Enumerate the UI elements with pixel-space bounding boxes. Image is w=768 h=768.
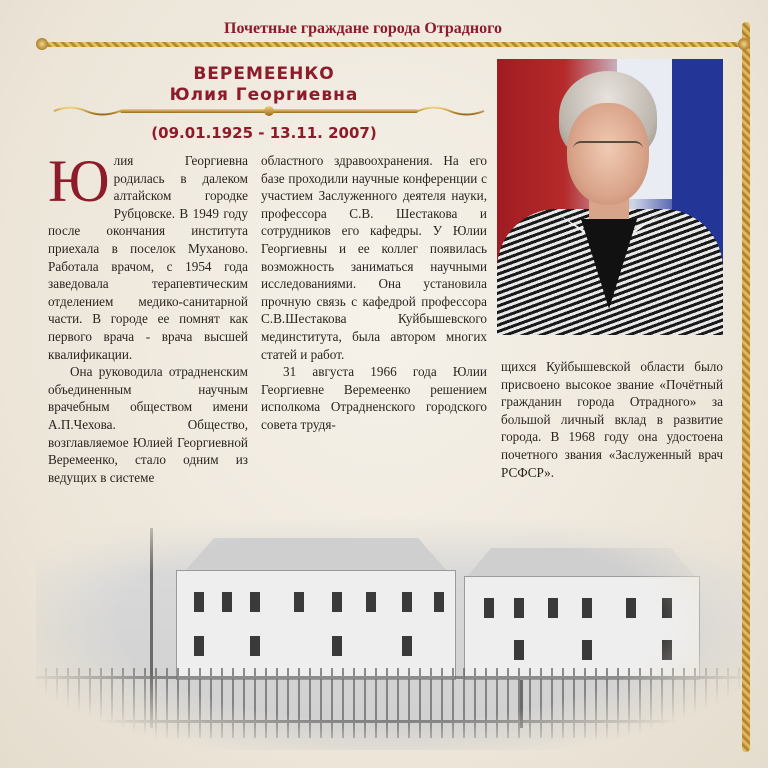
surname: ВЕРЕМЕЕНКО	[193, 64, 335, 84]
archival-building-photo	[36, 518, 742, 750]
gold-rope-rule	[42, 42, 742, 47]
paragraph: Она руководила отрадненским объединенным научным врачебным обществом имени А.П.Чехова. Общество, возглавляемое Юлией Георгиевной Веремеенко, стало одним из ведущих в системе	[48, 364, 248, 485]
person-name	[40, 64, 488, 106]
paragraph: щихся Куйбышевской области было присвоено высокое звание «Почётный гражданин города Отрадного» за большой личный вклад в развитие города. В 1968 году она удостоена почетного звания «Заслуженный врач РСФСР».	[501, 359, 723, 480]
paragraph: Юлия Георгиевна родилась в далеком алтайском городке Рубцовске. В 1949 году после окончания института приехала в поселок Мухановo. Работала врачом, с 1954 года заведовала терапевтическим отделением медико-санитарной части. В городе ее помнят как первого врача - врача высшей квалификации.	[48, 148, 248, 362]
gold-rope-border	[742, 22, 750, 752]
given-names: Юлия Георгиевна	[169, 85, 359, 105]
life-dates: (09.01.1925 - 13.11. 2007)	[151, 124, 377, 142]
article-column-3	[501, 358, 723, 481]
article-column-2	[261, 152, 487, 434]
portrait-photo	[497, 59, 723, 335]
paragraph: 31 августа 1966 года Юлии Георгиевне Веремеенко решением исполкома Отрадненского городского совета трудя-	[261, 364, 487, 432]
drop-cap: Ю	[48, 148, 110, 214]
header-title: Почетные граждане города Отрадного	[224, 20, 502, 37]
article-column-1	[48, 148, 248, 486]
rope-knot-icon	[36, 38, 48, 50]
paragraph: областного здравоохранения. На его базе проходили научные конференции с участием Заслуженного деятеля науки, профессора С.В. Шестакова и сотрудников его кафедры. У Юлии Георгиевны и ее коллег появилась возможность заниматься научными исследованиями. Она установила прочную связь с кафедрой профессора С.В.Шестакова Куйбышевского мединститута, была автором многих статей и работ.	[261, 153, 487, 362]
gold-ornament-divider	[50, 104, 488, 118]
rope-knot-icon	[738, 38, 750, 50]
